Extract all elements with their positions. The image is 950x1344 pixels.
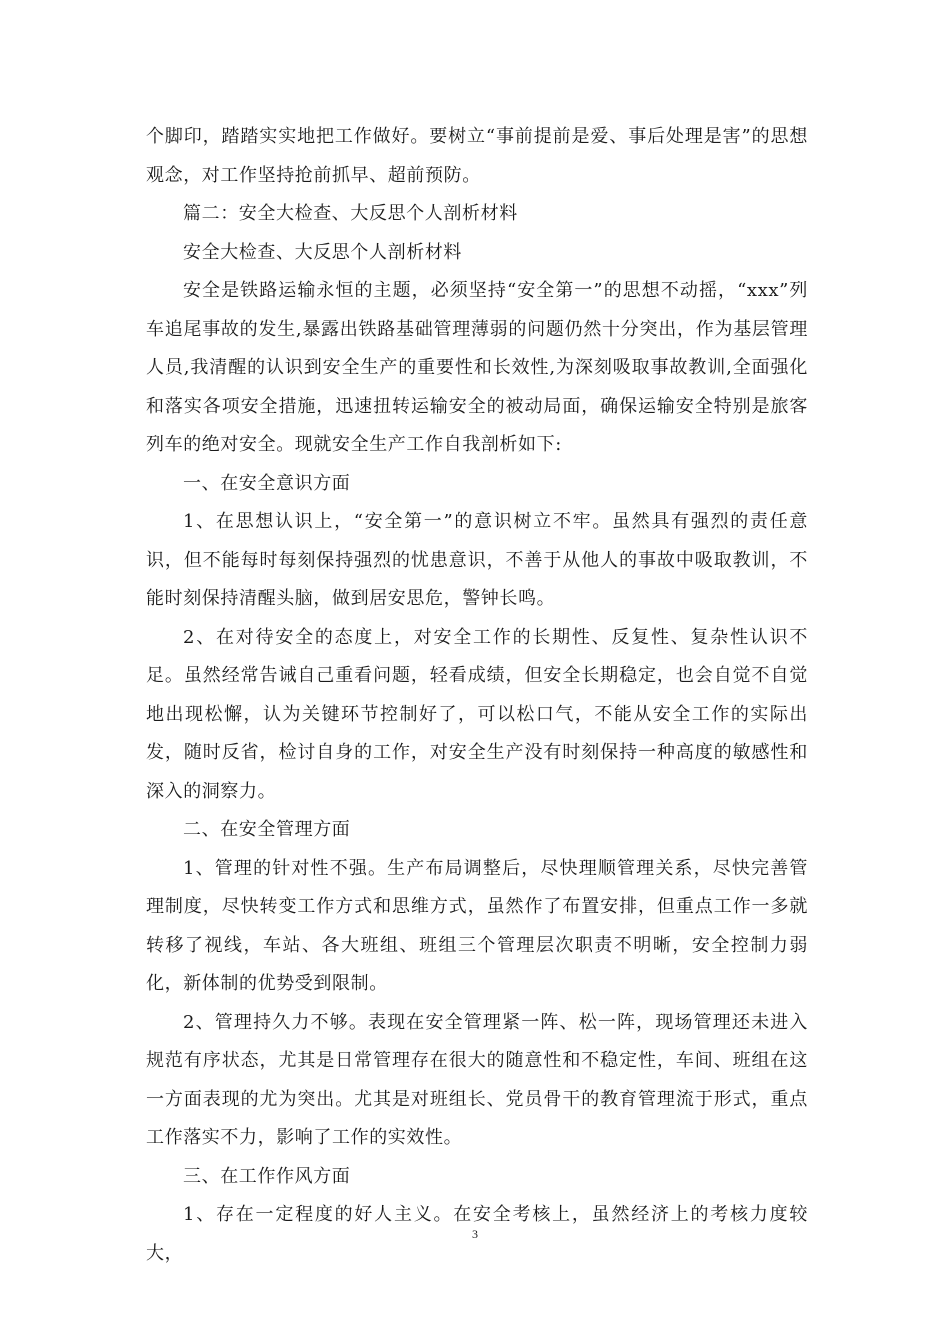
paragraph: 1、在思想认识上，“安全第一”的意识树立不牢。虽然具有强烈的责任意识，但不能每时每刻保持强烈的忧患意识，不善于从他人的事故中吸取教训，不能时刻保持清醒头脑，做到居安思危，警钟长鸣。 [146, 511, 808, 609]
paragraph: 2、在对待安全的态度上，对安全工作的长期性、反复性、复杂性认识不足。虽然经常告诫自己重看问题，轻看成绩，但安全长期稳定，也会自觉不自觉地出现松懈，认为关键环节控制好了，可以松口气，不能从安全工作的实际出发，随时反省，检讨自身的工作，对安全生产没有时刻保持一种高度的敏感性和深入的洞察力。 [146, 626, 808, 802]
paragraph: 安全是铁路运输永恒的主题，必须坚持“安全第一”的思想不动摇，“xxx”列车追尾事故的发生,暴露出铁路基础管理薄弱的问题仍然十分突出，作为基层管理人员,我清醒的认识到安全生产的重要性和长效性,为深刻吸取事故教训,全面强化和落实各项安全措施，迅速扭转运输安全的被动局面，确保运输安全特别是旅客列车的绝对安全。现就安全生产工作自我剖析如下: [146, 280, 808, 455]
document-body [146, 118, 808, 1273]
document-title: 安全大检查、大反思个人剖析材料 [183, 241, 462, 263]
section-heading: 篇二：安全大检查、大反思个人剖析材料 [183, 203, 518, 224]
section-heading: 二、在安全管理方面 [183, 819, 351, 840]
paragraph: 1、管理的针对性不强。生产布局调整后，尽快理顺管理关系，尽快完善管理制度，尽快转变工作方式和思维方式，虽然作了布置安排，但重点工作一多就转移了视线，车站、各大班组、班组三个管理层次职责不明晰，安全控制力弱化，新体制的优势受到限制。 [146, 857, 808, 994]
page-number: 3 [472, 1227, 478, 1241]
paragraph: 2、管理持久力不够。表现在安全管理紧一阵、松一阵，现场管理还未进入规范有序状态，尤其是日常管理存在很大的随意性和不稳定性，车间、班组在这一方面表现的尤为突出。尤其是对班组长、党员骨干的教育管理流于形式，重点工作落实不力，影响了工作的实效性。 [146, 1011, 808, 1148]
section-heading: 一、在安全意识方面 [183, 472, 351, 494]
paragraph: 个脚印，踏踏实实地把工作做好。要树立“事前提前是爱、事后处理是害”的思想观念，对工作坚持抢前抓早、超前预防。 [146, 126, 808, 186]
paragraph: 1、存在一定程度的好人主义。在安全考核上，虽然经济上的考核力度较大， [146, 1204, 808, 1264]
section-heading: 三、在工作作风方面 [183, 1165, 351, 1187]
